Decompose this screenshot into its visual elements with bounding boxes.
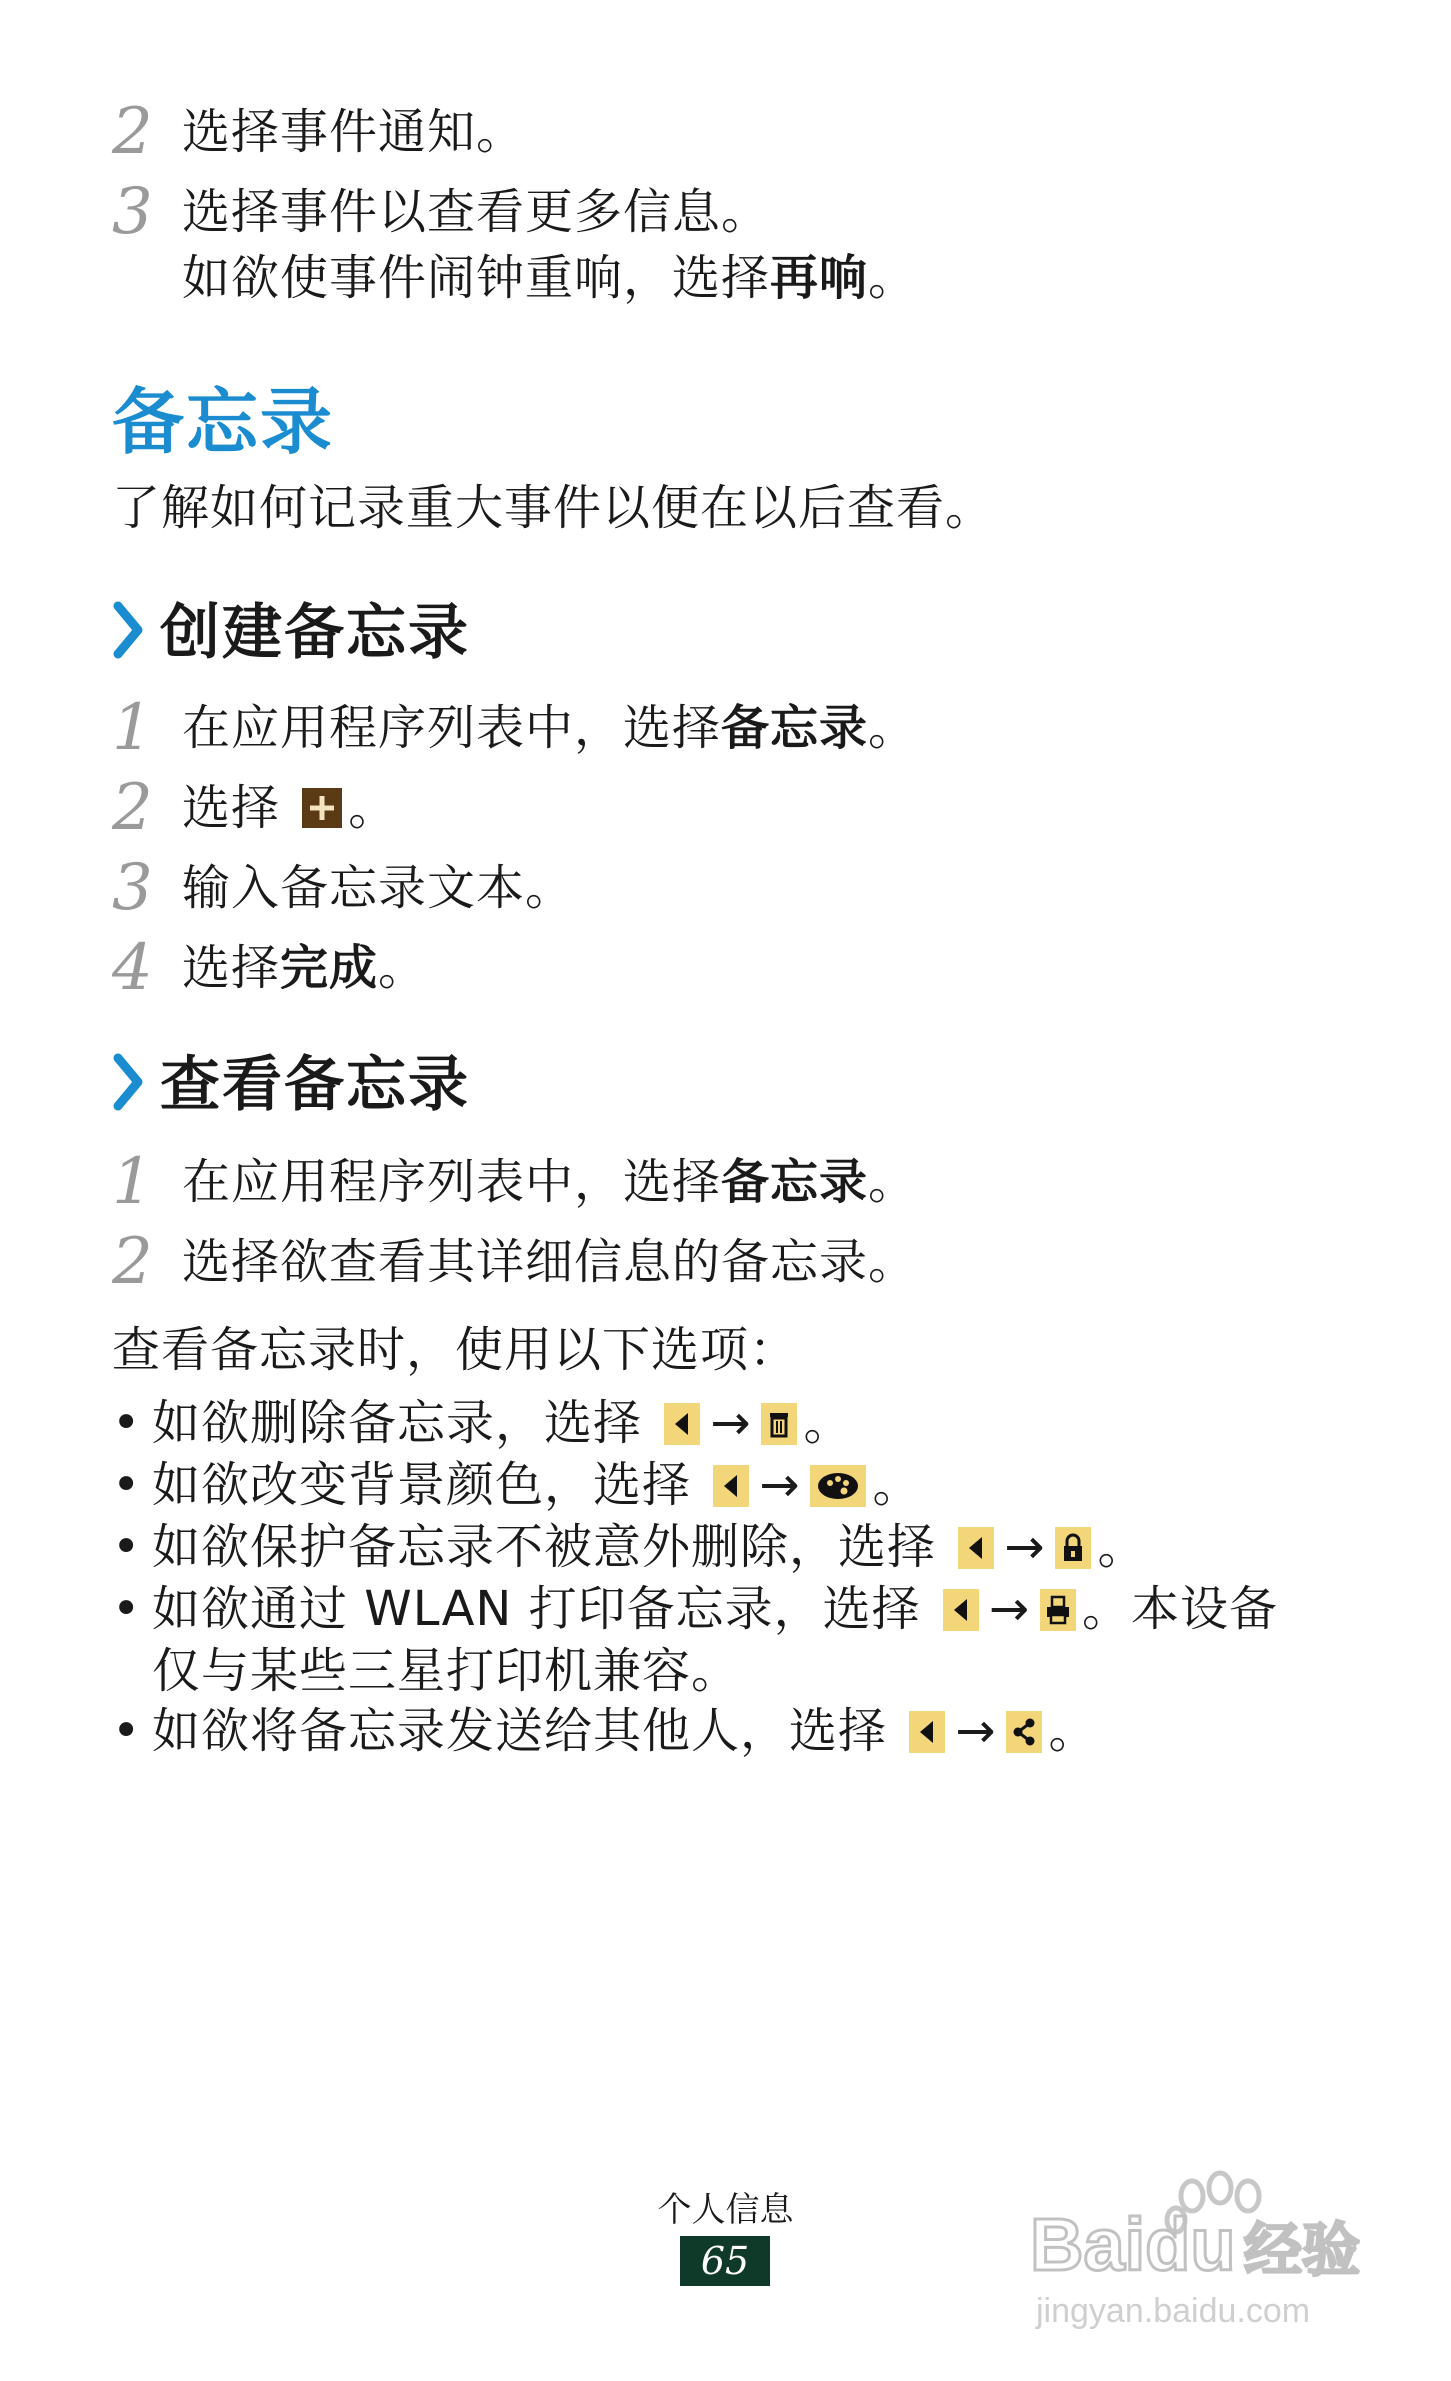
step-text-pre: 在应用程序列表中，选择	[182, 700, 722, 756]
view-memo-title: 查看备忘录	[160, 1050, 470, 1120]
subtext-pre: 如欲使事件闹钟重响，选择	[182, 250, 771, 306]
step-3-subtext	[182, 238, 917, 318]
step-text-bold: 备忘录	[721, 1154, 869, 1210]
option-text	[152, 1578, 1282, 1702]
palette-icon	[810, 1465, 866, 1507]
option-text	[152, 1516, 1282, 1578]
footer-section-label: 个人信息	[657, 2190, 794, 2230]
bullet-dot: •	[112, 1395, 142, 1451]
option-text-post: 。	[803, 1395, 853, 1451]
bullet-dot: •	[112, 1581, 142, 1637]
option-text	[152, 1700, 1282, 1762]
step-number: 2	[112, 771, 153, 845]
chevron-right-icon	[112, 1052, 146, 1112]
step-number: 2	[112, 95, 153, 169]
watermark-logo-icon	[1016, 2140, 1396, 2340]
page-number: 65	[680, 2236, 770, 2286]
option-text-pre: 如欲改变背景颜色，选择	[152, 1457, 708, 1513]
step-text	[182, 1142, 917, 1222]
section-intro: 了解如何记录重大事件以便在以后查看。	[112, 480, 995, 536]
back-icon	[713, 1465, 749, 1507]
chevron-right-icon	[112, 600, 146, 660]
option-text-post: 。本设备仅与某些三星打印机兼容。	[152, 1581, 1279, 1699]
bullet-dot: •	[112, 1703, 142, 1759]
step-number: 4	[112, 931, 153, 1005]
share-icon	[1006, 1711, 1042, 1753]
option-text	[152, 1454, 1282, 1516]
options-intro: 查看备忘录时，使用以下选项：	[112, 1322, 799, 1378]
print-icon	[1040, 1589, 1076, 1631]
section-title: 备忘录	[112, 380, 335, 464]
bullet-dot: •	[112, 1519, 142, 1575]
step-text	[182, 928, 427, 1008]
back-icon	[664, 1403, 700, 1445]
step-text-post: 。	[378, 940, 428, 996]
step-text: 选择事件以查看更多信息。	[182, 184, 771, 240]
step-text: 输入备忘录文本。	[182, 860, 575, 916]
subtext-bold: 再响	[770, 250, 869, 306]
step-text: 选择事件通知。	[182, 104, 526, 160]
arrow: →	[955, 1703, 997, 1759]
delete-icon	[761, 1403, 797, 1445]
step-text: 选择欲查看其详细信息的备忘录。	[182, 1234, 918, 1290]
baidu-jingyan-watermark	[1016, 2140, 1396, 2340]
option-text-pre: 如欲保护备忘录不被意外删除，选择	[152, 1519, 953, 1575]
step-text-post: 。	[868, 1154, 918, 1210]
back-icon	[909, 1711, 945, 1753]
step-text-bold: 完成	[280, 940, 379, 996]
arrow: →	[759, 1457, 801, 1513]
step-number: 1	[112, 691, 153, 765]
option-text-post: 。	[1048, 1703, 1098, 1759]
subtext-post: 。	[868, 250, 918, 306]
option-text-pre: 如欲通过 WLAN 打印备忘录，选择	[152, 1581, 937, 1637]
watermark-product: 经验	[1244, 2216, 1361, 2284]
lock-icon	[1055, 1527, 1091, 1569]
back-icon	[958, 1527, 994, 1569]
step-text-pre: 选择	[182, 940, 281, 996]
step-number: 2	[112, 1225, 153, 1299]
step-text-bold: 备忘录	[721, 700, 869, 756]
step-number: 3	[112, 175, 153, 249]
step-text	[182, 768, 397, 848]
option-text-pre: 如欲删除备忘录，选择	[152, 1395, 659, 1451]
step-text-post: 。	[348, 780, 398, 836]
back-icon	[943, 1589, 979, 1631]
step-text-pre: 在应用程序列表中，选择	[182, 1154, 722, 1210]
step-text-post: 。	[868, 700, 918, 756]
arrow: →	[988, 1581, 1031, 1637]
arrow: →	[1004, 1519, 1046, 1575]
step-text	[182, 688, 917, 768]
option-text-pre: 如欲将备忘录发送给其他人，选择	[152, 1703, 904, 1759]
step-number: 3	[112, 851, 153, 925]
bullet-dot: •	[112, 1457, 142, 1513]
arrow: →	[710, 1395, 752, 1451]
step-number: 1	[112, 1145, 153, 1219]
step-text-pre: 选择	[182, 780, 297, 836]
create-memo-title: 创建备忘录	[160, 598, 470, 668]
watermark-brand: Baidu	[1030, 2203, 1236, 2286]
plus-icon	[302, 788, 342, 828]
option-text	[152, 1392, 1282, 1454]
option-text-post: 。	[1097, 1519, 1147, 1575]
watermark-url: jingyan.baidu.com	[1036, 2292, 1311, 2330]
option-text-post: 。	[872, 1457, 922, 1513]
